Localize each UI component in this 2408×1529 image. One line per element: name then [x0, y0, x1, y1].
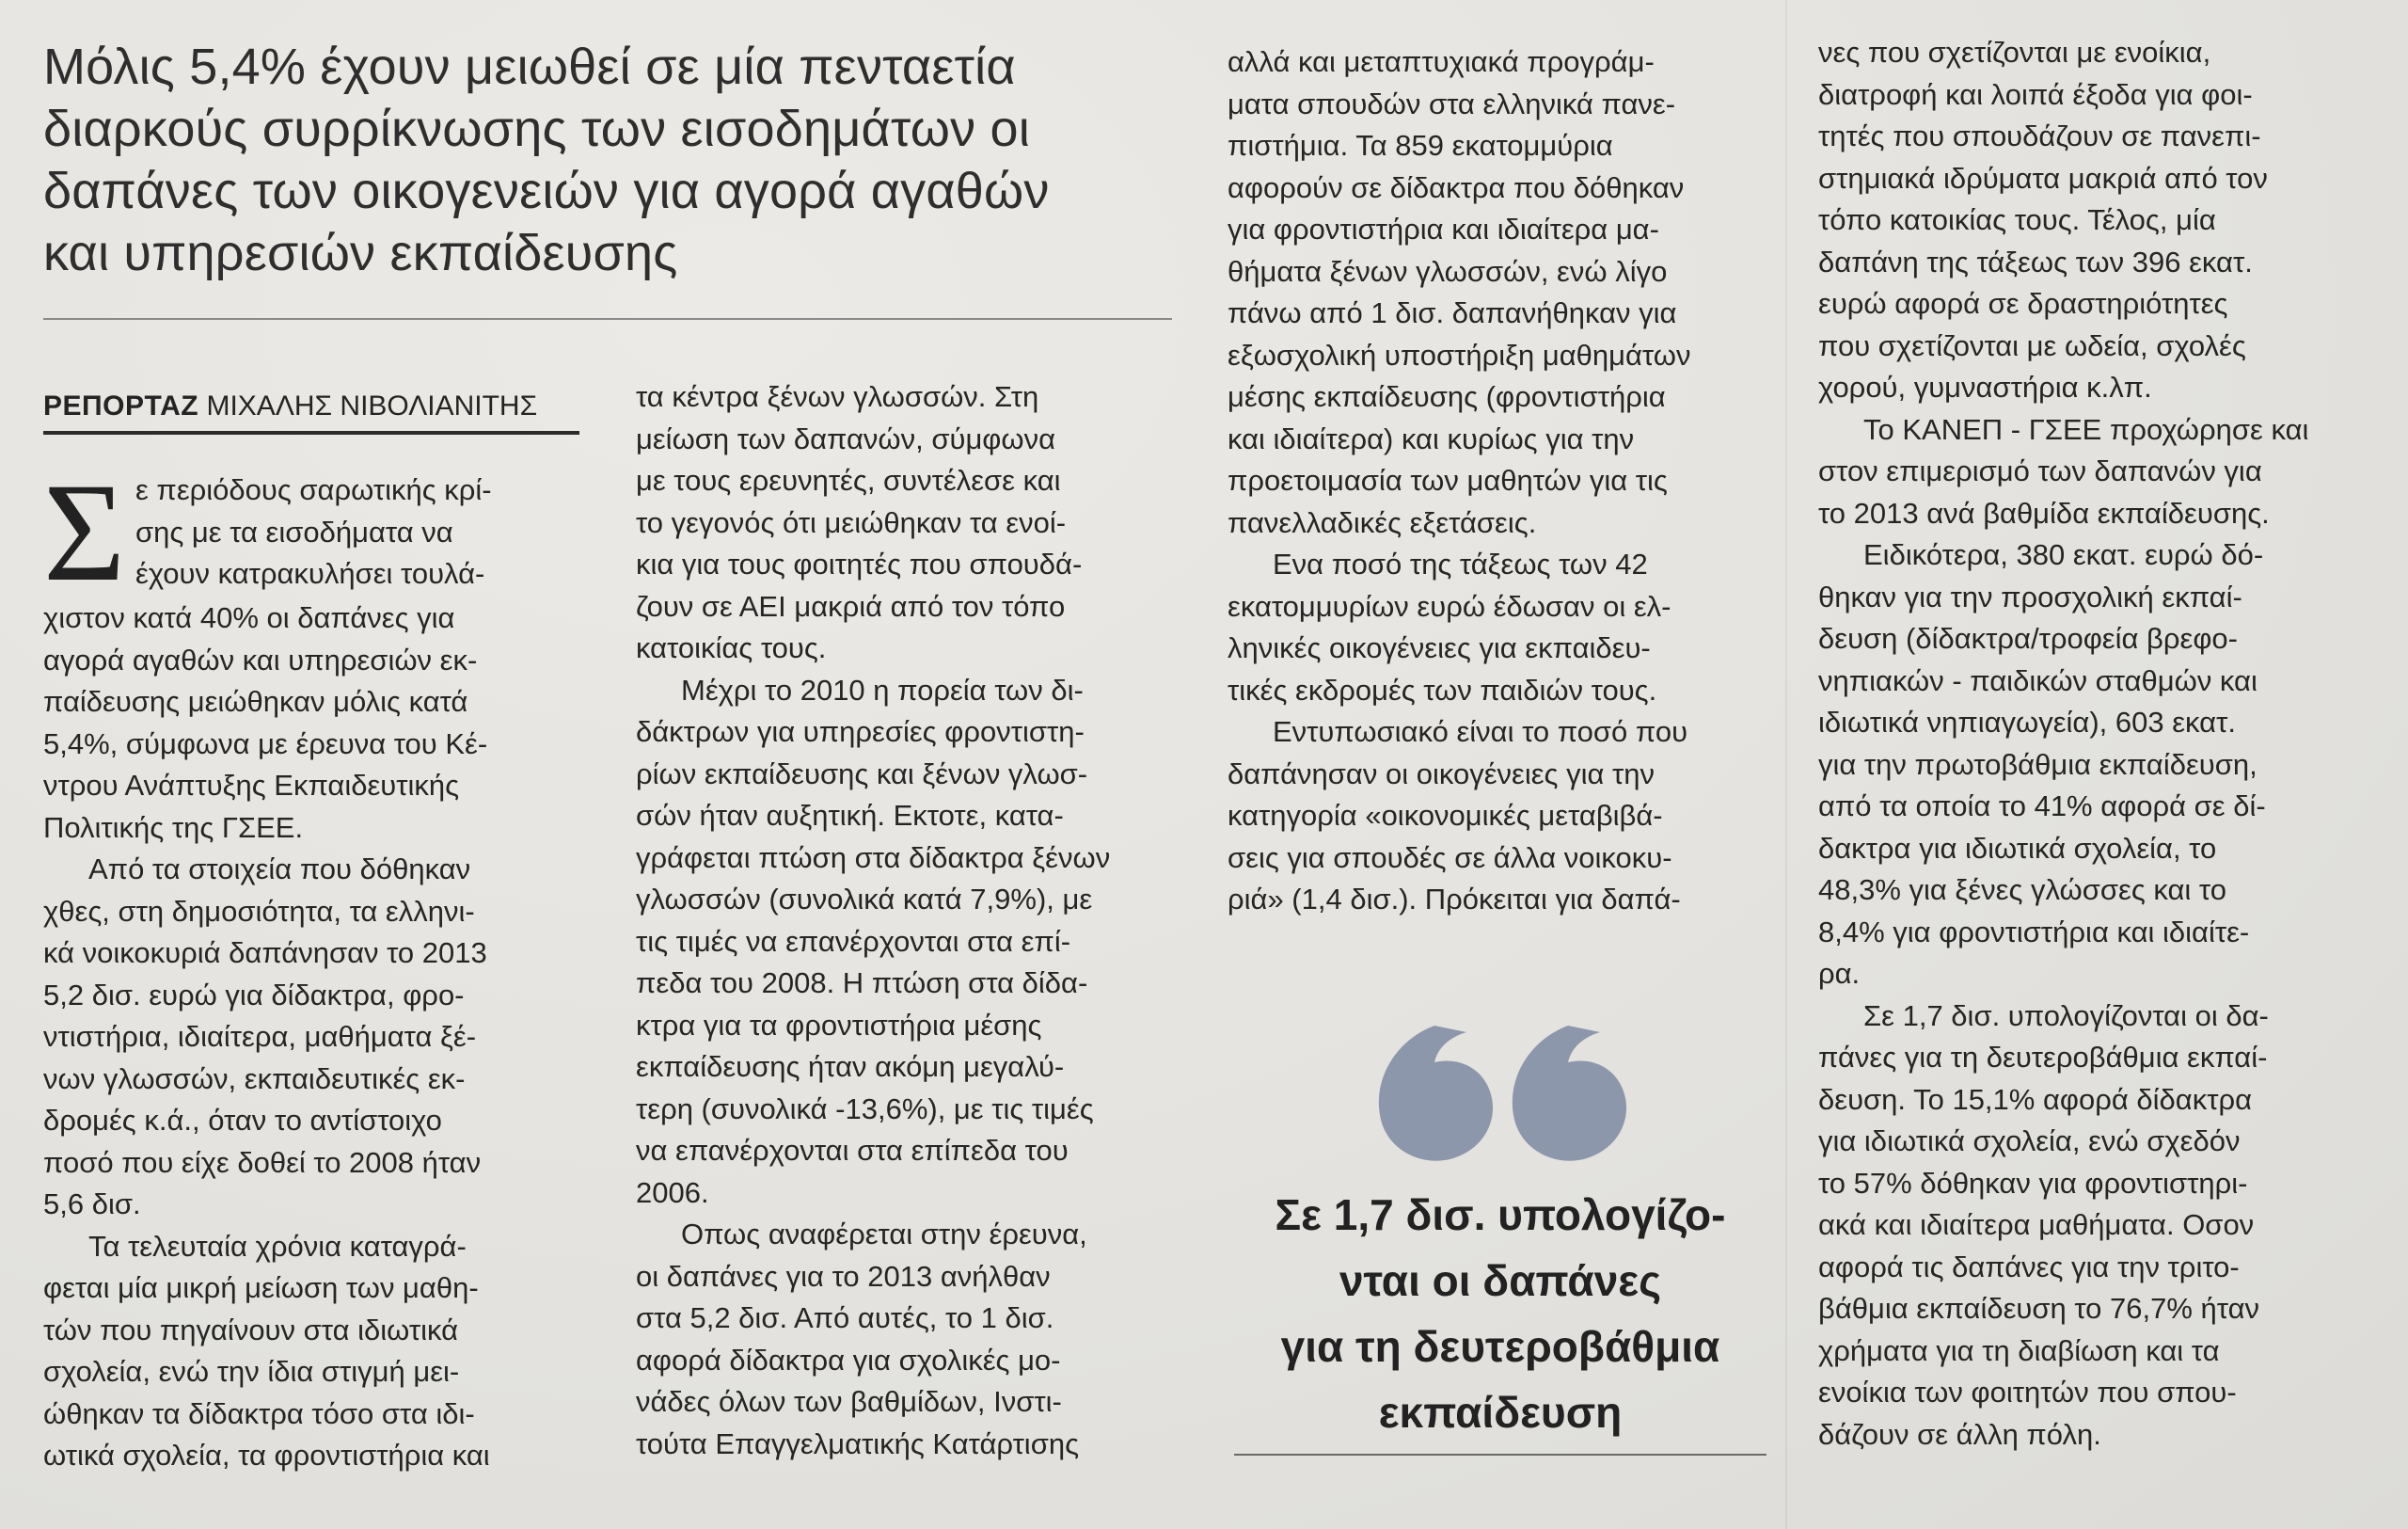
text-line: για ιδιωτικά σχολεία, ενώ σχεδόν — [1818, 1124, 2241, 1157]
text-line: νηπιακών - παιδικών σταθμών και — [1818, 663, 2258, 697]
text-line: προετοιμασία των μαθητών για τις — [1228, 464, 1668, 497]
text-line: 5,6 δισ. — [43, 1187, 141, 1220]
headline-line: διαρκούς συρρίκνωσης των εισοδημάτων οι — [43, 101, 1030, 157]
text-line: πάνες για τη δευτεροβάθμια εκπαί- — [1818, 1041, 2268, 1074]
text-line: χορού, γυμναστήρια κ.λπ. — [1818, 371, 2152, 404]
text-line: ακά και ιδιαίτερα μαθήματα. Οσον — [1818, 1208, 2255, 1241]
text-line: νες που σχετίζονται με ενοίκια, — [1818, 36, 2211, 69]
text-line: Σε 1,7 δισ. υπολογίζονται οι δα- — [1863, 998, 2269, 1032]
article-column-2 — [636, 376, 1181, 1465]
text-line: Πολιτικής της ΓΣΕΕ. — [43, 810, 304, 844]
text-line: τούτα Επαγγελματικής Κατάρτισης — [636, 1426, 1080, 1460]
text-line: δακτρα για ιδιωτικά σχολεία, το — [1818, 831, 2217, 865]
text-line: 5,2 δισ. ευρώ για δίδακτρα, φρο- — [43, 978, 465, 1011]
text-line: ποσό που είχε δοθεί το 2008 ήταν — [43, 1145, 482, 1179]
text-line: νάδες όλων των βαθμίδων, Ινστι- — [636, 1385, 1062, 1418]
text-line: Ειδικότερα, 380 εκατ. ευρώ δό- — [1863, 538, 2264, 571]
text-line: δρομές κ.ά., όταν το αντίστοιχο — [43, 1104, 442, 1137]
text-line: μείωση των δαπανών, σύμφωνα — [636, 422, 1056, 455]
text-line: τόπο κατοικίας τους. Τέλος, μία — [1818, 203, 2216, 236]
text-line: οι δαπάνες για το 2013 ανήλθαν — [636, 1259, 1051, 1293]
text-line: κια για τους φοιτητές που σπουδά- — [636, 548, 1083, 581]
pull-quote-line: εκπαίδευση — [1378, 1388, 1623, 1437]
text-line: 5,4%, σύμφωνα με έρευνα του Κέ- — [43, 726, 488, 760]
text-line: τικές εκδρομές των παιδιών τους. — [1228, 673, 1657, 707]
text-line: κατηγορία «οικονομικές μεταβιβά- — [1228, 799, 1663, 832]
text-line: μέσης εκπαίδευσης (φροντιστήρια — [1228, 380, 1666, 413]
text-line: γράφεται πτώση στα δίδακτρα ξένων — [636, 840, 1111, 874]
text-line: ιδιωτικά νηπιαγωγεία), 603 εκατ. — [1818, 706, 2236, 739]
quote-mark-icon — [1369, 983, 1651, 1171]
text-line: πανελλαδικές εξετάσεις. — [1228, 505, 1537, 539]
headline-line: Μόλις 5,4% έχουν μειωθεί σε μία πενταετία — [43, 39, 1016, 95]
text-line: δαπάνη της τάξεως των 396 εκατ. — [1818, 245, 2253, 279]
text-line: να επανέρχονται στα επίπεδα του — [636, 1134, 1069, 1167]
text-line: χρήματα για τη διαβίωση και τα — [1818, 1333, 2220, 1367]
text-line: δάκτρων για υπηρεσίες φροντιστη- — [636, 715, 1085, 748]
text-line: Εντυπωσιακό είναι το ποσό που — [1273, 715, 1688, 748]
text-line: τητές που σπουδάζουν σε πανεπι- — [1818, 119, 2261, 152]
text-line: διατροφή και λοιπά έξοδα για φοι- — [1818, 77, 2253, 111]
text-line: Το ΚΑΝΕΠ - ΓΣΕΕ προχώρησε και — [1863, 412, 2309, 446]
text-line: με τους ερευνητές, συντέλεσε και — [636, 464, 1061, 497]
text-line: ματα σπουδών στα ελληνικά πανε- — [1228, 87, 1676, 120]
text-line: θήματα ξένων γλωσσών, ενώ λίγο — [1228, 254, 1668, 288]
text-line: τερη (συνολικά -13,6%), με τις τιμές — [636, 1091, 1094, 1125]
text-line: ρίων εκπαίδευσης και ξένων γλωσ- — [636, 757, 1088, 790]
text-line: για φροντιστήρια και ιδιαίτερα μα- — [1228, 213, 1659, 246]
text-line: στον επιμερισμό των δαπανών για — [1818, 454, 2262, 487]
article-column-1 — [43, 454, 584, 1477]
text-line: δευση. Το 15,1% αφορά δίδακτρα — [1818, 1082, 2253, 1116]
article-column-4 — [1818, 32, 2359, 1456]
byline — [43, 390, 579, 435]
headline-line: δαπάνες των οικογενειών για αγορά αγαθών — [43, 163, 1050, 219]
text-line: αγορά αγαθών και υπηρεσιών εκ- — [43, 643, 478, 677]
text-line: ριά» (1,4 δισ.). Πρόκειται για δαπά- — [1228, 883, 1681, 916]
quote-mark-glyph — [1379, 1026, 1626, 1161]
drop-cap: Σ — [43, 454, 126, 611]
text-line: πιστήμια. Τα 859 εκατομμύρια — [1228, 129, 1613, 162]
text-line: από τα οποία το 41% αφορά σε δί- — [1818, 789, 2266, 822]
text-line: αφορούν σε δίδακτρα που δόθηκαν — [1228, 170, 1685, 204]
text-line: στημιακά ιδρύματα μακριά από τον — [1818, 161, 2268, 195]
text-line: ε περιόδους σαρωτικής κρί- — [135, 473, 492, 506]
text-line: για την πρωτοβάθμια εκπαίδευση, — [1818, 747, 2258, 781]
text-line: αφορά τις δαπάνες για την τριτο- — [1818, 1250, 2240, 1283]
text-line: Από τα στοιχεία που δόθηκαν — [88, 852, 471, 885]
text-line: έχουν κατρακυλήσει τουλά- — [135, 557, 485, 590]
text-line: δευση (δίδακτρα/τροφεία βρεφο- — [1818, 622, 2238, 655]
text-line: κά νοικοκυριά δαπάνησαν το 2013 — [43, 936, 487, 969]
text-line: ενοίκια των φοιτητών που σπου- — [1818, 1376, 2237, 1409]
text-line: τών που πηγαίνουν στα ιδιωτικά — [43, 1313, 459, 1346]
text-line: χιστον κατά 40% οι δαπάνες για — [43, 601, 455, 634]
text-line: δάζουν σε άλλη πόλη. — [1818, 1417, 2101, 1451]
text-line: εκπαίδευσης ήταν ακόμη μεγαλύ- — [636, 1050, 1065, 1083]
text-line: κατοικίας τους. — [636, 631, 827, 664]
text-line: το 57% δόθηκαν για φροντιστηρι- — [1818, 1166, 2248, 1200]
text-line: σης με τα εισοδήματα να — [135, 515, 453, 549]
article-column-3 — [1228, 41, 1773, 921]
text-line: το 2013 ανά βαθμίδα εκπαίδευσης. — [1818, 496, 2270, 530]
text-line: ληνικές οικογένειες για εκπαιδευ- — [1228, 631, 1651, 664]
headline-rule — [43, 318, 1172, 320]
text-line: 2006. — [636, 1175, 709, 1209]
text-line: ωτικά σχολεία, τα φροντιστήρια και — [43, 1439, 490, 1472]
text-line: ευρώ αφορά σε δραστηριότητες — [1818, 287, 2228, 320]
text-line: αφορά δίδακτρα για σχολικές μο- — [636, 1343, 1061, 1377]
text-line: που σχετίζονται με ωδεία, σχολές — [1818, 328, 2246, 362]
pull-quote-line: για τη δευτεροβάθμια — [1280, 1322, 1720, 1371]
headline — [43, 36, 1181, 284]
byline-label: ΡΕΠΟΡΤΑΖ — [43, 390, 199, 422]
text-line: τα κέντρα ξένων γλωσσών. Στη — [636, 380, 1039, 413]
text-line: εξωσχολική υποστήριξη μαθημάτων — [1228, 338, 1691, 372]
pull-quote — [1237, 1182, 1764, 1445]
text-line: Ενα ποσό της τάξεως των 42 — [1273, 548, 1648, 581]
pull-quote-rule — [1234, 1454, 1766, 1456]
text-line: χθες, στη δημοσιότητα, τα ελληνι- — [43, 894, 475, 928]
text-line: ώθηκαν τα δίδακτρα τόσο στα ιδι- — [43, 1396, 475, 1430]
text-line: Μέχρι το 2010 η πορεία των δι- — [681, 673, 1084, 707]
text-line: αλλά και μεταπτυχιακά προγράμ- — [1228, 45, 1655, 78]
text-line: σεις για σπουδές σε άλλα νοικοκυ- — [1228, 840, 1672, 874]
text-line: δαπάνησαν οι οικογένειες για την — [1228, 757, 1655, 790]
text-line: παίδευσης μειώθηκαν μόλις κατά — [43, 685, 468, 718]
text-line: γλωσσών (συνολικά κατά 7,9%), με — [636, 883, 1093, 916]
byline-author: ΜΙΧΑΛΗΣ ΝΙΒΟΛΙΑΝΙΤΗΣ — [206, 390, 538, 422]
text-line: τις τιμές να επανέρχονται στα επί- — [636, 924, 1071, 958]
pull-quote-line: Σε 1,7 δισ. υπολογίζο- — [1275, 1190, 1726, 1239]
text-line: θηκαν για την προσχολική εκπαί- — [1818, 580, 2242, 613]
text-line: το γεγονός ότι μειώθηκαν τα ενοί- — [636, 505, 1067, 539]
text-line: στα 5,2 δισ. Από αυτές, το 1 δισ. — [636, 1301, 1054, 1334]
text-line: 48,3% για ξένες γλώσσες και το — [1818, 873, 2226, 906]
text-line: βάθμια εκπαίδευση το 76,7% ήταν — [1818, 1292, 2260, 1325]
text-line: σών ήταν αυξητική. Εκτοτε, κατα- — [636, 799, 1064, 832]
pull-quote-line: νται οι δαπάνες — [1339, 1256, 1662, 1305]
text-line: πεδα του 2008. Η πτώση στα δίδα- — [636, 966, 1088, 999]
text-line: κτρα για τα φροντιστήρια μέσης — [636, 1008, 1042, 1042]
text-line: νων γλωσσών, εκπαιδευτικές εκ- — [43, 1061, 466, 1095]
text-line: φεται μία μικρή μείωση των μαθη- — [43, 1271, 479, 1304]
text-line: Οπως αναφέρεται στην έρευνα, — [681, 1218, 1087, 1250]
text-line: ρα. — [1818, 957, 1861, 990]
text-line: σχολεία, ενώ την ίδια στιγμή μει- — [43, 1355, 460, 1388]
text-line: και ιδιαίτερα) και κυρίως για την — [1228, 422, 1635, 455]
text-line: 8,4% για φροντιστήρια και ιδιαίτε- — [1818, 915, 2250, 948]
headline-line: και υπηρεσιών εκπαίδευσης — [43, 225, 678, 281]
paper-fold — [1785, 0, 1787, 1529]
text-line: ντρου Ανάπτυξης Εκπαιδευτικής — [43, 769, 460, 802]
text-line: ντιστήρια, ιδιαίτερα, μαθήματα ξέ- — [43, 1020, 477, 1053]
text-line: εκατομμυρίων ευρώ έδωσαν οι ελ- — [1228, 589, 1671, 623]
text-line: πάνω από 1 δισ. δαπανήθηκαν για — [1228, 296, 1677, 329]
text-line: Τα τελευταία χρόνια καταγρά- — [88, 1229, 467, 1263]
text-line: ζουν σε ΑΕΙ μακριά από τον τόπο — [636, 589, 1066, 623]
